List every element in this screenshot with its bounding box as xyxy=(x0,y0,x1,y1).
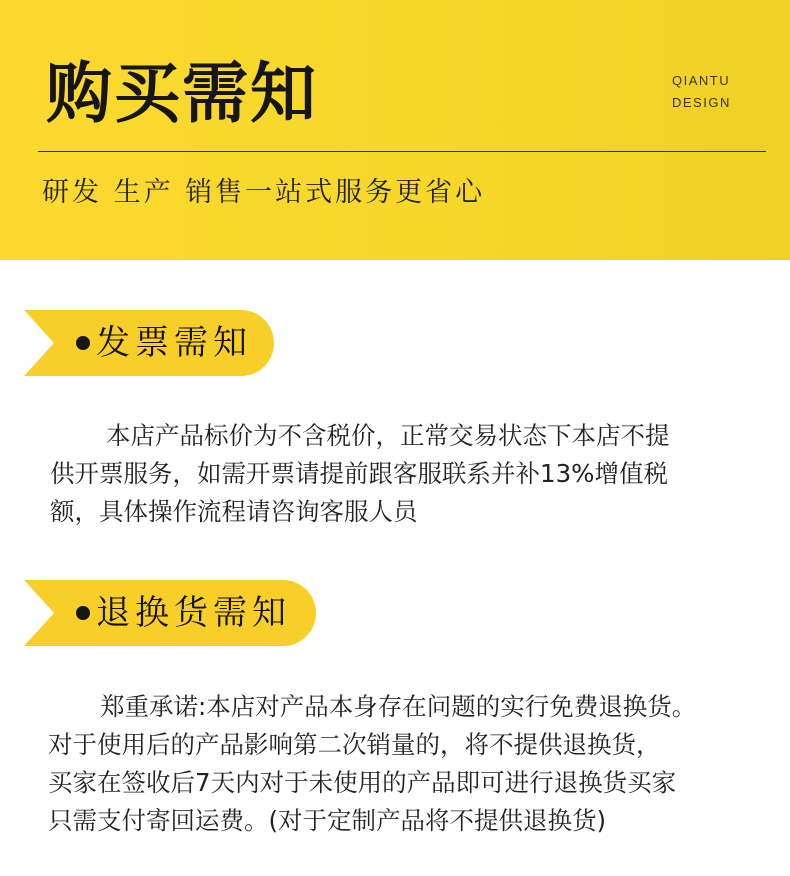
paragraph-line: 供开票服务，如需开票请提前跟客服联系并补13%增值税 xyxy=(50,459,668,488)
brand-line-1: QIANTU xyxy=(672,73,731,88)
brand-mark xyxy=(672,70,742,114)
paragraph-line: 本店产品标价为不含税价，正常交易状态下本店不提 xyxy=(106,421,670,450)
divider xyxy=(38,151,766,152)
section-heading-returns xyxy=(24,580,316,646)
bullet-icon xyxy=(76,606,90,620)
paragraph-line: 郑重承诺:本店对产品本身存在问题的实行免费退换货。 xyxy=(100,692,697,721)
invoice-paragraph xyxy=(50,417,770,531)
section-heading-invoice xyxy=(24,310,274,376)
page-title: 购买需知 xyxy=(46,55,318,132)
section-title: 发票需知 xyxy=(96,323,252,363)
page-subtitle: 研发 生产 销售一站式服务更省心 xyxy=(42,177,486,208)
paragraph-line: 买家在签收后7天内对于未使用的产品即可进行退换货买家 xyxy=(48,768,677,797)
section-title: 退换货需知 xyxy=(96,593,291,633)
bullet-icon xyxy=(76,336,90,350)
brand-line-2: DESIGN xyxy=(672,95,731,110)
header-banner xyxy=(0,0,790,260)
paragraph-line: 对于使用后的产品影响第二次销量的，将不提供退换货， xyxy=(48,730,661,759)
paragraph-line: 只需支付寄回运费。(对于定制产品将不提供退换货) xyxy=(48,806,607,835)
paragraph-line: 额，具体操作流程请咨询客服人员 xyxy=(50,497,418,526)
returns-paragraph xyxy=(48,688,768,840)
